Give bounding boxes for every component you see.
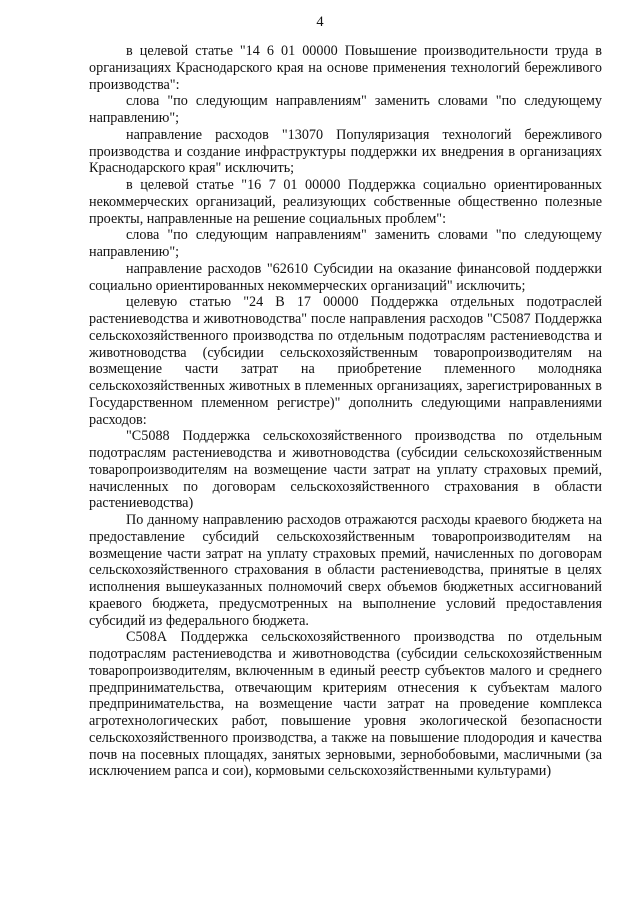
- paragraph: слова "по следующим направлениям" заменить словами "по следующему направлению";: [89, 93, 602, 126]
- paragraph: в целевой статье "16 7 01 00000 Поддержка социально ориентированных некоммерческих организаций, реализующих собственные общественно полезные проекты, направленные на решение социальных проблем":: [89, 177, 602, 227]
- paragraph: "С5088 Поддержка сельскохозяйственного производства по отдельным подотраслям растениеводства и животноводства (субсидии сельскохозяйственным товаропроизводителям на возмещение части затрат на уплату страховых премий, начисленных по договорам сельскохозяйственного страхования в области растениеводства): [89, 428, 602, 512]
- paragraph: направление расходов "62610 Субсидии на оказание финансовой поддержки социально ориентированных некоммерческих организаций" исключить;: [89, 260, 602, 294]
- paragraph: С508А Поддержка сельскохозяйственного производства по отдельным подотраслям растениеводства и животноводства (субсидии сельскохозяйственным товаропроизводителям, включенным в единый реестр субъектов малого и среднего предпринимательства, отвечающим критериям отнесения к субъектам малого предпринимательства, на возмещение части затрат на проведение комплекса агротехнологических работ, повышение уровня экологической безопасности сельскохозяйственного производства, а также на повышение плодородия и качества почв на посевных площадях, занятых зерновыми, зернобобовыми, масличными (за исключением рапса и сои), кормовыми сельскохозяйственными культурами): [89, 629, 602, 780]
- paragraph: целевую статью "24 В 17 00000 Поддержка отдельных подотраслей растениеводства и животноводства" после направления расходов "С5087 Поддержка сельскохозяйственного производства по отдельным подотраслям растениеводства и животноводства (субсидии сельскохозяйственным товаропроизводителям на возмещение части затрат на приобретение племенного молодняка сельскохозяйственных животных в племенных организациях, зарегистрированных в Государственном племенном регистре)" дополнить следующими направлениями расходов:: [89, 294, 602, 428]
- paragraph: направление расходов "13070 Популяризация технологий бережливого производства и создание инфраструктуры поддержки их внедрения в организациях Краснодарского края" исключить;: [89, 126, 602, 177]
- paragraph: в целевой статье "14 6 01 00000 Повышение производительности труда в организациях Краснодарского края на основе применения технологий бережливого производства":: [89, 43, 602, 93]
- paragraph: слова "по следующим направлениям" заменить словами "по следующему направлению";: [89, 227, 602, 260]
- page-number: 4: [316, 14, 324, 30]
- document-body: [89, 43, 602, 780]
- paragraph: По данному направлению расходов отражаются расходы краевого бюджета на предоставление субсидий сельскохозяйственным товаропроизводителям на возмещение части затрат на уплату страховых премий, начисленных по договорам сельскохозяйственного страхования в области растениеводства, принятые в целях исполнения вышеуказанных полномочий сверх объемов бюджетных ассигнований краевого бюджета, предусмотренных на выполнение условий предоставления субсидий из федерального бюджета.: [89, 512, 602, 629]
